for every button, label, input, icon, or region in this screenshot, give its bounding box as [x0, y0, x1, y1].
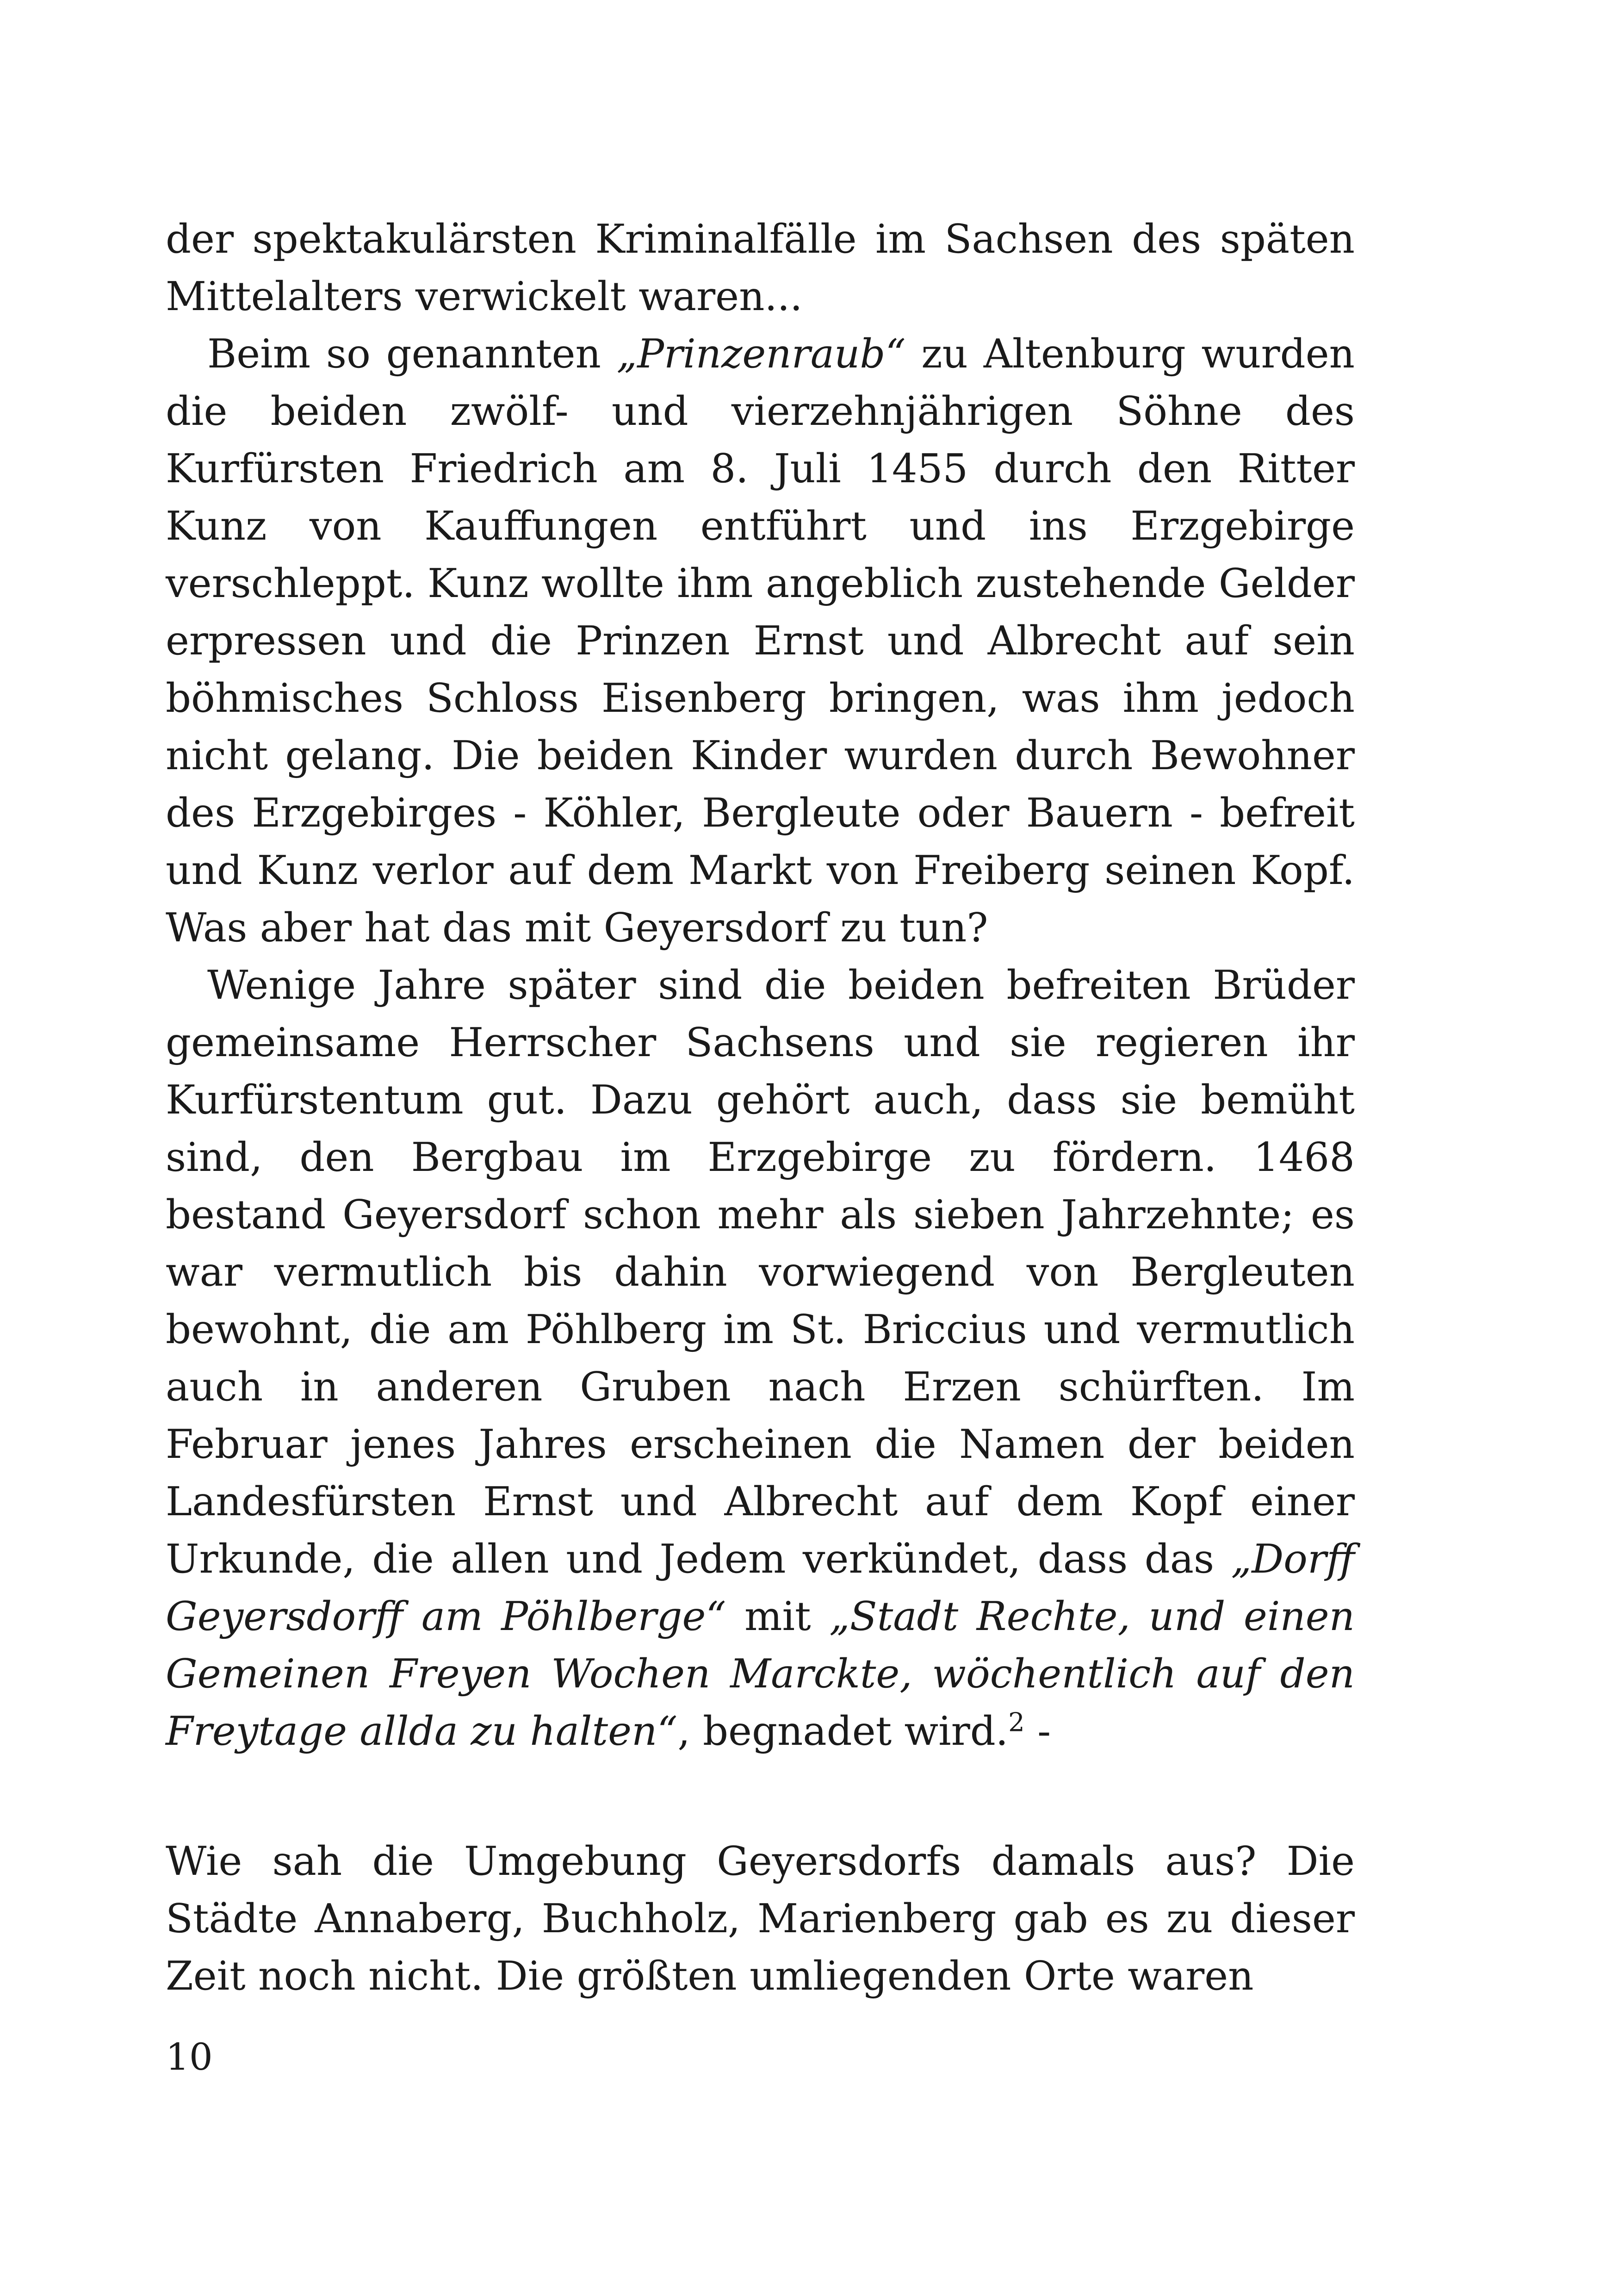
italic-quote-dorff: „Dorff Geyersdorff am Pöhlberge“	[166, 1536, 1355, 1640]
italic-quote-stadt-rechte: „Stadt Rechte, und einen Gemeinen Freyen Wochen Marckte, wöchentlich auf den Freytage allda zu halten“	[166, 1593, 1355, 1755]
paragraph-prinzenraub	[166, 325, 1355, 957]
paragraph-text: zu Altenburg wurden die beiden zwölf- und vierzehnjährigen Söhne des Kurfürsten Friedrich am 8. Juli 1455 durch den Ritter Kunz von Kauffungen entführt und ins Erzgebirge verschleppt. Kunz wollte ihm angeblich zustehende Gelder erpressen und die Prinzen Ernst und Albrecht auf sein böhmisches Schloss Eisenberg bringen, was ihm jedoch nicht gelang. Die beiden Kinder wurden durch Bewohner des Erzgebirges - Köhler, Bergleute oder Bauern - befreit und Kunz verlor auf dem Markt von Freiberg seinen Kopf. Was aber hat das mit Geyersdorf zu tun?	[166, 331, 1355, 951]
paragraph-text: , begnadet wird.	[677, 1708, 1009, 1755]
paragraph-text: Wenige Jahre später sind die beiden befreiten Brüder gemeinsame Herrscher Sachsens und sie regieren ihr Kurfürstentum gut. Dazu gehört auch, dass sie bemüht sind, den Bergbau im Erzgebirge zu fördern. 1468 bestand Geyersdorf schon mehr als sieben Jahrzehnte; es war vermutlich bis dahin vorwiegend von Bergleuten bewohnt, die am Pöhlberg im St. Briccius und vermutlich auch in anderen Gruben nach Erzen schürften. Im Februar jenes Jahres erscheinen die Namen der beiden Landesfürsten Ernst und Albrecht auf dem Kopf einer Urkunde, die allen und Jedem verkündet, dass das	[166, 962, 1355, 1582]
paragraph-text: mit	[726, 1593, 830, 1640]
footnote-reference: 2	[1008, 1707, 1025, 1738]
page-number: 10	[166, 2035, 213, 2078]
paragraph-geyersdorf-stadtrecht	[166, 957, 1355, 1760]
text-block-upper	[166, 211, 1355, 1760]
paragraph-text: -	[1024, 1708, 1051, 1755]
italic-term-prinzenraub: „Prinzenraub“	[616, 331, 906, 377]
paragraph-umgebung: Wie sah die Umgebung Geyersdorfs damals aus? Die Städte Annaberg, Buchholz, Marienberg gab es zu dieser Zeit noch nicht. Die größten umliegenden Orte waren	[166, 1838, 1355, 1999]
paragraph-text: Beim so genannten	[207, 331, 617, 377]
text-block-lower	[166, 1833, 1355, 2005]
paragraph-continuation: der spektakulärsten Kriminalfälle im Sachsen des späten Mittelalters verwickelt waren...	[166, 216, 1355, 320]
